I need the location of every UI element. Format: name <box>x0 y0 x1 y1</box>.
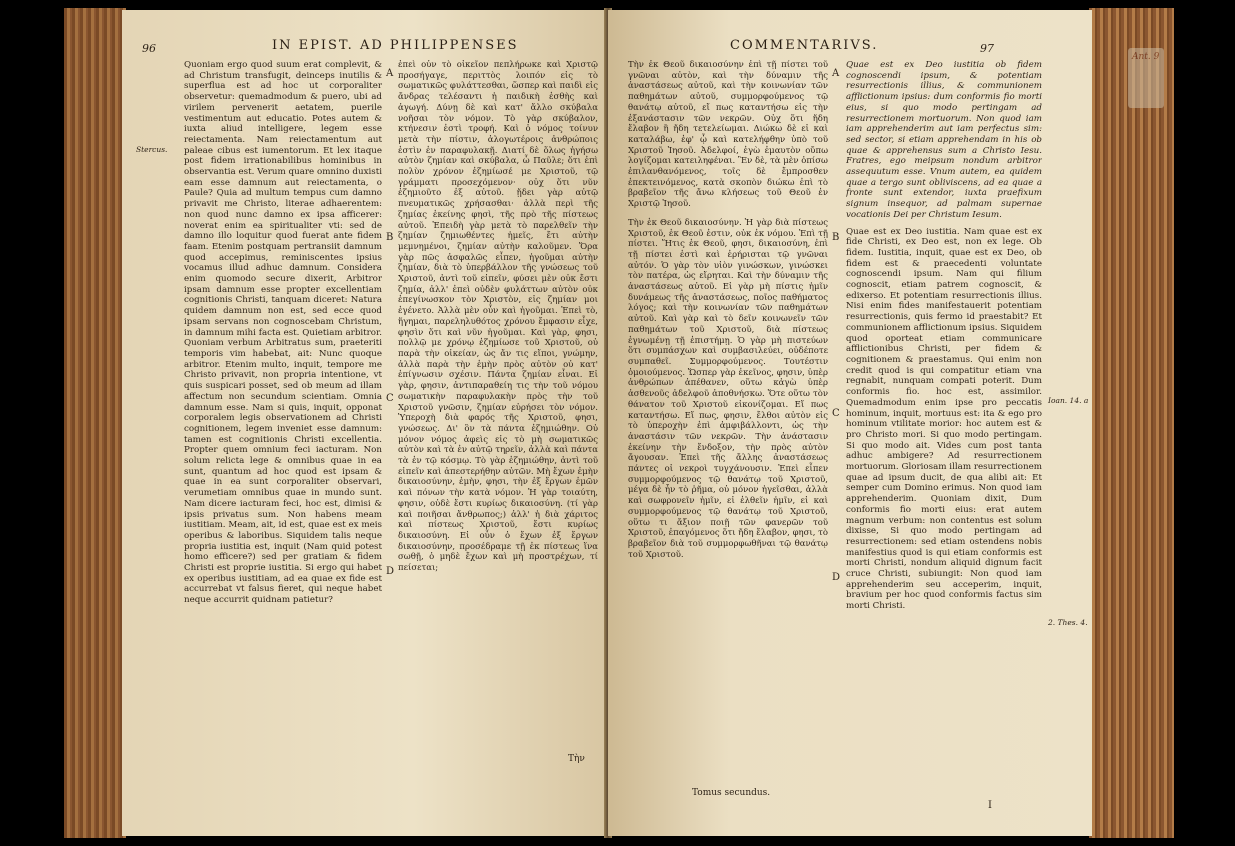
section-letter-d: D <box>386 566 395 577</box>
left-greek-column <box>398 60 598 750</box>
right-latin-column <box>846 60 1042 780</box>
right-latin-commentary: Quae est ex Deo iustitia. Nam quae est ex fide Christi, ex Deo est, non ex lege. Ob fidem. Iustitia, inquit, quae est ex Deo, ob fidem est & praecedenti voluntate cognoscendi ipsum. Nam qui filium cognoscit, etiam patrem cognoscit, & edixerso. Et potentiam resurrectionis illius. Nisi enim fides manifestauerit potentiam resurrectionis, quis fermo id praestabit? Et communionem afflictionum ipsius. Siquidem quod oporteat etiam communicare afflictionibus Christi, per fidem & cognitionem & praestamus. Qui enim non credit quod is qui compatitur etiam vna regnabit, nunquam compati poterit. Dum conformis fio. hoc est, assimilor. Quemadmodum enim ipse pro peccatis hominum, inquit, mortuus est: ita & ego pro hominum vtilitate morior: hoc autem est & pro Christo mori. Si quo modo pertingam. Si quo modo ait. Vides cum post tanta adhuc ambigere? Ad resurrectionem mortuorum. Gloriosam illam resurrectionem quae ad ipsum ducit, de qua alibi ait: Et semper cum Domino erimus. Non quod iam apprehenderim. Quoniam dixit, Dum conformis fio morti eius: erat autem magnum verbum: non contentus est solum dixisse, Si quo modo pertingam ad resurrectionem: sed etiam ostendens nobis manifestius quod is qui etiam conformis est morti Christi, nondum aliquid dignum facit cruce Christi, subiungit: Non quod iam apprehenderim seu acceperim, inquit, bravium per hoc quod conformis factus sim morti Christi. <box>846 226 1042 612</box>
right-section-letter-d: D <box>832 572 841 583</box>
right-greek-column <box>628 60 828 800</box>
left-margin-note: Stercus. <box>136 145 168 154</box>
right-section-letter-a: A <box>832 68 840 79</box>
section-letter-c: C <box>386 393 394 404</box>
left-page-number: 96 <box>142 42 156 55</box>
book-edge-left <box>64 8 126 838</box>
book-edge-right <box>1089 8 1174 838</box>
left-page <box>122 10 608 836</box>
left-running-head: IN EPIST. AD PHILIPPENSES <box>272 38 519 53</box>
right-page <box>608 10 1092 836</box>
left-latin-column <box>184 60 382 802</box>
right-greek-commentary: Τὴν ἐκ Θεοῦ δικαιοσύνην. Ἡ γὰρ διὰ πίστεως Χριστοῦ, ἐκ Θεοῦ ἐστιν, οὐκ ἐκ νόμου. Ἐπὶ τῇ πίστει. Ἥτις ἐκ Θεοῦ, φησι, δικαιοσύνη, ἐπὶ τῇ πίστει ἐστὶ καὶ ἐρήρισται τῷ γνῶναι αὐτόν. Ὁ γὰρ τὸν υἱὸν γινώσκων, γινώσκει τὸν πατέρα, ὡς εἴρηται. Καὶ τὴν δύναμιν τῆς ἀναστάσεως αὐτοῦ. Εἰ γὰρ μὴ πίστις ἡμῖν δυνάμεως τῆς ἀναστάσεως, ποῖος παθήματος λόγος; καὶ τὴν κοινωνίαν τῶν παθημάτων αὐτοῦ. Καὶ γὰρ καὶ τὸ δεῖν κοινωνεῖν τῶν παθημάτων τοῦ Χριστοῦ, διὰ πίστεως ἐγνωμένῃ τῇ ἐπιστήμῃ. Ὁ γὰρ μὴ πιστεύων ὅτι συμπάσχων καὶ συμβασιλεύει, οὐδέποτε συμπαθεῖ. Συμμορφούμενος. Τουτέστιν ὁμοιούμενος. Ὥσπερ γὰρ ἐκεῖνος, φησιν, ὑπὲρ ἀνθρώπων ἀπέθανεν, οὕτω κἀγὼ ὑπὲρ ἀσθενοῦς ἀδελφοῦ ἀποθνήσκω. Ὅτε οὕτω τὸν θάνατον τοῦ Χριστοῦ εἰκονίζομαι. Εἴ πως καταντήσω. Εἴ πως, φησιν, ἔλθοι αὐτὸν εἰς τὸ ὑπεροχὴν ἐπὶ ἀμφιβάλλοντι, ὡς τὴν ἀναστάσιν τῶν νεκρῶν. Τὴν ἀνάστασιν ἐκείνην τὴν ἔνδοξον, τὴν πρὸς αὐτὸν ἄγουσαν. Ἐπεὶ τῆς ἄλλης ἀναστάσεως πάντες οἱ νεκροὶ τυγχάνουσιν. Ἐπεὶ εἶπεν συμμορφούμενος τῷ θανάτῳ τοῦ Χριστοῦ, μέγα δὲ ἦν τὸ ῥῆμα, οὐ μόνον ἡγεῖσθαι, ἀλλὰ καὶ σωφρονεῖν ἡμῖν, εἰ ἐλθεῖν ἡμῖν, εἰ καὶ συμμορφούμενος τῷ θανάτῳ τοῦ Χριστοῦ, οὕτω τι ἄξιον ποιῇ τῶν φανερῶν τοῦ Χριστοῦ, ἐπαγόμενος ὅτι ἤδη ἔλαβον, φησι, τὸ βραβεῖον διὰ τοῦ συμμορφωθῆναι τῷ θανάτῳ τοῦ Χριστοῦ. <box>628 217 828 560</box>
right-greek-text: Τὴν ἐκ Θεοῦ δικαιοσύνην ἐπὶ τῇ πίστει τοῦ γνῶναι αὐτὸν, καὶ τὴν δύναμιν τῆς ἀναστάσεως αὐτοῦ, καὶ τὴν κοινωνίαν τῶν παθημάτων αὐτοῦ, συμμορφούμενος τῷ θανάτῳ αὐτοῦ, εἴ πως καταντήσω εἰς τὴν ἐξανάστασιν τῶν νεκρῶν. Οὐχ ὅτι ἤδη ἔλαβον ἢ ἤδη τετελείωμαι. Διώκω δὲ εἰ καὶ καταλάβω, ἐφ' ᾧ καὶ κατελήφθην ὑπὸ τοῦ Χριστοῦ Ἰησοῦ. Ἀδελφοί, ἐγὼ ἐμαυτὸν οὔπω λογίζομαι κατειληφέναι. Ἓν δὲ, τὰ μὲν ὀπίσω ἐπιλανθανόμενος, τοῖς δὲ ἔμπροσθεν ἐπεκτεινόμενος, κατὰ σκοπὸν διώκω ἐπὶ τὸ βραβεῖον τῆς ἄνω κλήσεως τοῦ Θεοῦ ἐν Χριστῷ Ἰησοῦ. <box>628 60 828 210</box>
signature-mark: I <box>988 800 992 811</box>
right-latin-verse: Quae est ex Deo iustitia ob fidem cognoscendi ipsum, & potentiam resurrectionis illius, & communionem afflictionum ipsius: dum conformis fio morti eius, si quo modo pertingam ad resurrectionem mortuorum. Non quod iam iam apprehenderim aut iam perfectus sim: sed sector, si etiam apprehendam in his ob quae & apprehensus sum a Christo Iesu. Fratres, ego meipsum nondum arbitror assequutum esse. Vnum autem, ea quidem quae a tergo sunt obliviscens, ad ea quae a fronte sunt extendor, iuxta praefixum signum insequor, ad palmam supernae vocationis Dei per Christum Iesum. <box>846 60 1042 220</box>
footer-label: Tomus secundus. <box>692 788 771 798</box>
right-running-head: COMMENTARIVS. <box>730 38 879 53</box>
open-book <box>64 8 1174 838</box>
library-tag-label: Ant. 9 <box>1132 52 1160 62</box>
right-section-letter-b: B <box>832 232 840 243</box>
left-latin-text: Quoniam ergo quod suum erat complevit, & ad Christum transfugit, deinceps inutilis & superflua est ad hoc ut corporaliter observetur: quemadmodum & puero, ubi ad virilem pervenerit aetatem, puerile vestimentum aut educatio. Potes autem & iuxta aliud intelligere, legem esse reiectamenta. Nam reiectamentum aut paleae cibus est iumentorum. Et lex itaque post fidem irrationabilibus hominibus in observantia est. Verum quare omnino duxisti eam esse damnum aut reiectamenta, o Paule? Quia ad multum tempus cum damno privavit me Christo, literae adhaerentem: non quod nunc damno ex ipsa afficerer: noverat enim ea spiritualiter vti: sed de damno illo loquitur quod fuerat ante fidem faam. Etenim postquam pertransiit damnum quod accepimus, reminiscentes ipsius vocamus illud adhuc damnum. Considera enim quomodo secure dixerit, Arbitror ipsam damnum esse propter excellentiam cognitionis Christi, tanquam diceret: Natura quidem damnum non est, sed ecce quod ipsam servans non cognoscebam Christum, in damnum mihi facta est. Quietiam arbitror. Quoniam verbum Arbitratus sum, praeteriti temporis vim habebat, ait: Nunc quoque arbitror. Etenim multo, inquit, tempore me Christo privavit, non propria intentione, vt quis suspicari posset, sed ob meum ad illam affectum non secundum scientiam. Omnia damnum esse. Nam si quis, inquit, opponat corporalem legis observationem ad Christi cognitionem, legem inveniet esse damnum: tamen est cognitionis Christi excellentia. Propter quem omnium feci iacturam. Non solum relicta lege & omnibus quae in ea sunt, quantum ad hoc quod est ipsam & quae in ea sunt corporaliter observari, verumetiam omnibus quae in mundo sunt. Nam dicere iacturam feci, hoc est, dimisi & ipsis privatus sum. Non habens meam iustitiam. Meam, ait, id est, quae est ex meis operibus & laboribus. Siquidem talis neque propria iustitia est, inquit (Nam quid potest homo efficere?) sed per gratiam & fidem Christi est proprie iustitia. Si ergo qui habet ex operibus iustitiam, ad ea quae ex fide est accurrebat vt falsus fieret, qui neque habet neque accurrit quidnam patietur? <box>184 60 382 606</box>
left-catchword: Τὴν <box>568 754 585 764</box>
library-tag <box>1128 48 1164 108</box>
right-section-letter-c: C <box>832 408 840 419</box>
section-letter-b: B <box>386 232 394 243</box>
right-margin-note-2: 2. Thes. 4. <box>1048 618 1088 627</box>
right-page-number: 97 <box>980 42 994 55</box>
section-letter-a: A <box>386 68 394 79</box>
left-greek-text: ἐπεὶ οὖν τὸ οἰκεῖον πεπλήρωκε καὶ Χριστῷ προσήγαγε, περιττὸς λοιπόν εἰς τὸ σωματικῶς φυλάττεσθαι, ὥσπερ καὶ παιδὶ εἰς ἄνδρας τελέσαντι ἡ παιδικὴ ἐσθὴς καὶ ἀγωγή. Δύνῃ δὲ καὶ κατ' ἄλλο σκύβαλα νοῆσαι τὸν νόμον. Τὸ γὰρ σκύβαλον, κτήνεσιν ἐστὶ τροφή. Καὶ ὁ νόμος τοίνυν μετὰ τὴν πίστιν, ἀλογωτέροις ἀνθρώποις ἐστὶν ἐν παραφυλακῇ. Διατί δὲ ὅλως ἡγήσω αὐτὸν ζημίαν καὶ σκύβαλα, ὦ Παῦλε; ὅτι ἐπὶ πολὺν χρόνον ἐζημίωσέ με Χριστοῦ, τῷ γράμματι προσεχόμενον· οὐχ ὅτι νῦν ἐζημιοῦτο ἐξ αὐτοῦ. ᾔδει γὰρ αὐτῷ πνευματικῶς χρήσασθαι· ἀλλὰ περὶ τῆς ζημίας ἐκείνης φησὶ, τῆς πρὸ τῆς πίστεως αὐτοῦ. Ἐπειδὴ γὰρ μετὰ τὸ παρελθεῖν τὴν ζημίαν ζημιωθέντες ἡμεῖς, ἔτι αὐτὴν μεμνημένοι, ζημίαν αὐτὴν καλοῦμεν. Ὅρα γὰρ πῶς ἀσφαλῶς εἶπεν, ἡγοῦμαι αὐτὴν ζημίαν, διὰ τὸ ὑπερβάλλον τῆς γνώσεως τοῦ Χριστοῦ, ἀντὶ τοῦ εἰπεῖν, φύσει μὲν οὐκ ἔστι ζημία, ἀλλ' ἐπεὶ οὐδὲν φυλάττων αὐτὸν οὐκ ἐπεγίνωσκον τὸν Χριστὸν, εἰς ζημίαν μοι ἐγένετο. Ἀλλὰ μὲν οὖν καὶ ἡγοῦμαι. Ἐπεὶ τὸ, ἥγημαι, παρεληλυθότος χρόνου ἔμφασιν εἶχε, φησὶν ὅτι καὶ νῦν ἡγοῦμαι. Καὶ γὰρ, φησι, πολλῷ με χρόνῳ ἐζημίωσε τοῦ Χριστοῦ, οὐ παρὰ τὴν οἰκείαν, ὡς ἄν τις εἴποι, γνώμην, ἀλλὰ παρὰ τὴν ἐμὴν πρὸς αὐτὸν οὐ κατ' ἐπίγνωσιν σχέσιν. Πάντα ζημίαν εἶναι. Εἰ γὰρ, φησιν, ἀντιπαραθείη τις τὴν τοῦ νόμου σωματικὴν παραφυλακὴν πρὸς τὴν τοῦ Χριστοῦ γνῶσιν, ζημίαν εὑρήσει τὸν νόμον. Ὑπεροχὴ διὰ φαρός τῆς Χριστοῦ, φησι, γνώσεως. Δι' ὃν τὰ πάντα ἐζημιώθην. Οὐ μόνον νόμος ἀφεὶς εἰς τὸ μὴ σωματικῶς αὐτὸν καὶ τὰ ἐν αὐτῷ τηρεῖν, ἀλλὰ καὶ πάντα τὰ ἐν τῷ κόσμῳ. Τὸ γὰρ ἐζημιώθην, ἀντὶ τοῦ εἰπεῖν καὶ ἀπεστερήθην αὐτῶν. Μὴ ἔχων ἐμὴν δικαιοσύνην, ἐμὴν, φησι, τὴν ἐξ ἔργων ἐμῶν καὶ πόνων τὴν κατὰ νόμον. Ἡ γὰρ τοιαύτη, φησιν, οὐδὲ ἔστι κυρίως δικαιοσύνη. (τί γὰρ καὶ ποιῆσαι ἄνθρωπος;) ἀλλ' ἡ διὰ χάριτος καὶ πίστεως Χριστοῦ, ἔστι κυρίως δικαιοσύνη. Εἰ οὖν ὁ ἔχων ἐξ ἔργων δικαιοσύνην, προσέδραμε τῇ ἐκ πίστεως ἵνα σωθῇ, ὁ μηδὲ ἔχων καὶ μὴ προστρέχων, τί πείσεται; <box>398 60 598 574</box>
right-margin-note-1: Ioan. 14. a <box>1048 396 1089 405</box>
